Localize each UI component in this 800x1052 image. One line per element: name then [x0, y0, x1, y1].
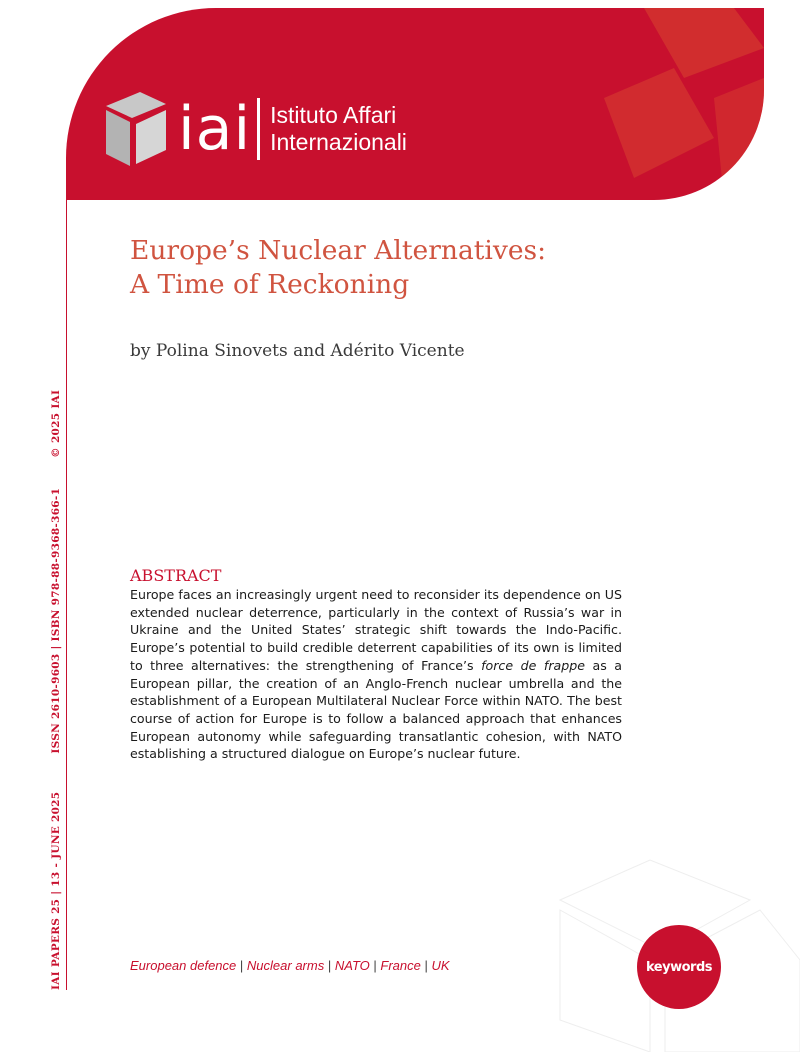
keywords-list	[130, 958, 450, 973]
spine-rule	[66, 200, 67, 990]
keyword-uk[interactable]: UK	[431, 958, 450, 973]
keyword-france[interactable]: France	[380, 958, 421, 973]
abstract-text-part1: Europe faces an increasingly urgent need to reconsider its dependence on US extended nuclear deterrence, particularly in the context of Russia’s war in Ukraine and the United States’ strategic shift towards the Indo-Pacific. Europe’s potential to build credible deterrent capabilities of its own is limited to three alternatives: the strengthening of France’s	[130, 587, 622, 673]
title-line2: A Time of Reckoning	[130, 269, 410, 300]
keyword-european-defence[interactable]: European defence	[130, 958, 237, 973]
copyright: © 2025 IAI	[50, 389, 62, 458]
abstract-heading: ABSTRACT	[130, 566, 222, 585]
logo-acronym: iai	[178, 94, 252, 164]
keyword-nuclear-arms[interactable]: Nuclear arms	[246, 958, 325, 973]
abstract-text-part2: as a European pillar, the creation of an Anglo-French nuclear umbrella and the establishment of a European Multilateral Nuclear Force within NATO. The best course of action for Europe is to follow a balanced approach that enhances European autonomy while safeguarding transatlantic cohesion, with NATO establishing a structured dialogue on Europe’s nuclear future.	[130, 657, 622, 762]
cube-pattern-decoration	[504, 8, 764, 200]
abstract-emphasis: force de frappe	[481, 657, 585, 673]
sidebar-metadata	[50, 390, 62, 990]
keyword-separator: |	[424, 958, 428, 973]
issn-isbn: ISSN 2610-9603 | ISBN 978-88-9368-366-1	[50, 487, 62, 754]
title-line1: Europe’s Nuclear Alternatives:	[130, 235, 547, 266]
logo-name-line2: Internazionali	[270, 129, 407, 155]
keyword-separator: |	[239, 958, 244, 973]
logo-institute-name	[270, 102, 407, 156]
authors-line: by Polina Sinovets and Adérito Vicente	[130, 341, 465, 361]
logo-name-line1: Istituto Affari	[270, 102, 397, 128]
series-info: IAI PAPERS 25 | 13 - JUNE 2025	[50, 791, 62, 990]
logo-divider	[257, 98, 260, 160]
keyword-separator: |	[327, 958, 332, 973]
abstract-body	[130, 586, 622, 763]
iai-logo	[100, 88, 407, 170]
keyword-separator: |	[373, 958, 377, 973]
keyword-nato[interactable]: NATO	[334, 958, 370, 973]
keywords-badge: keywords	[637, 925, 721, 1009]
cube-icon	[100, 88, 170, 170]
paper-title	[130, 234, 650, 302]
